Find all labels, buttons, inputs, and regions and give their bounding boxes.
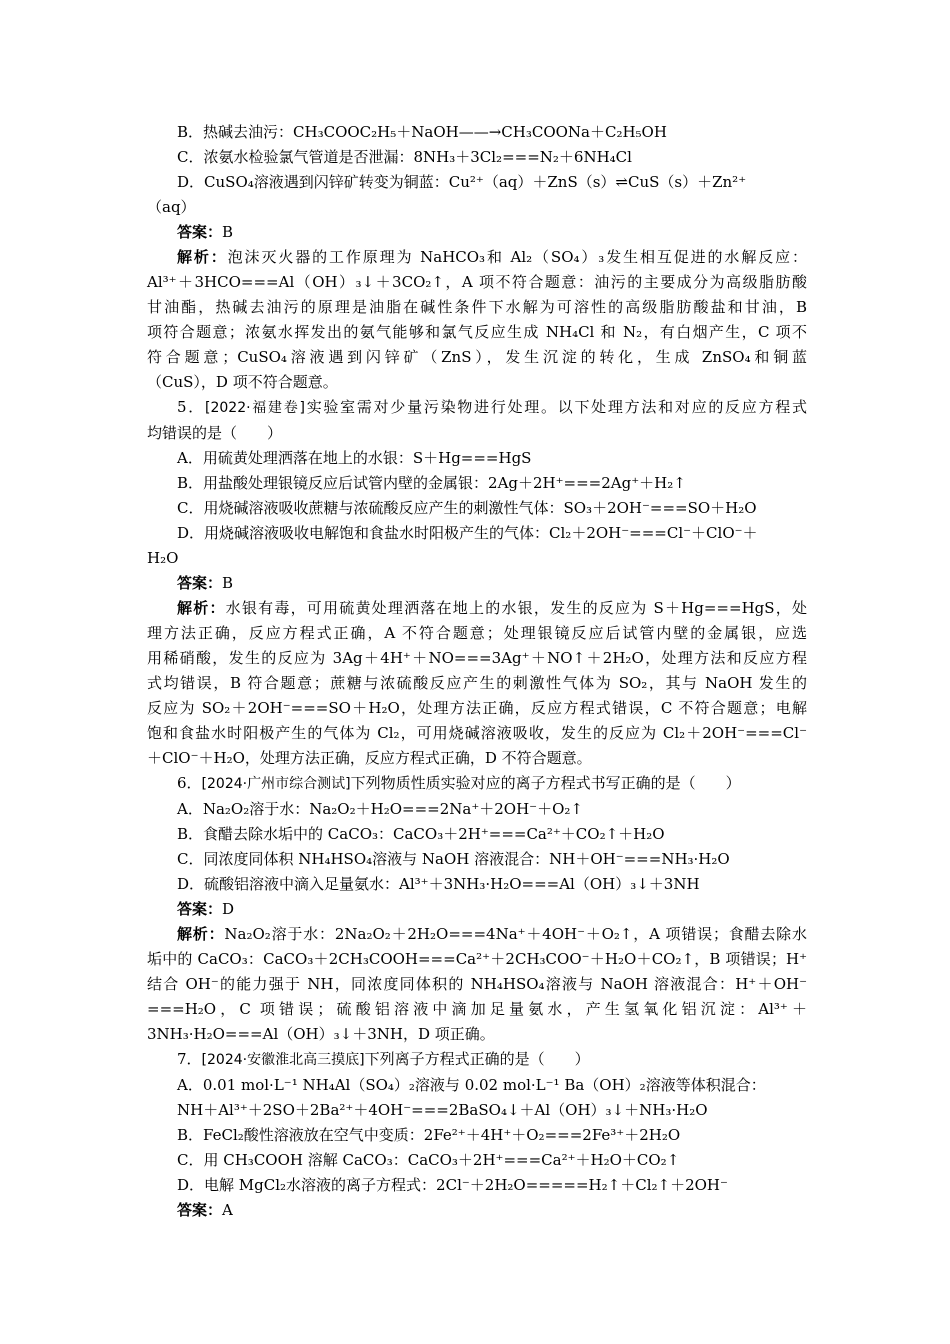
q6-analysis-line: ===H₂O，C 项错误；硫酸铝溶液中滴加足量氨水，产生氢氧化铝沉淀：Al³⁺＋	[147, 1000, 807, 1018]
q6-analysis-line: 3NH₃·H₂O===Al（OH）₃↓＋3NH，D 项正确。	[147, 1025, 495, 1043]
q6-option-a: A．Na₂O₂溶于水：Na₂O₂＋H₂O===2Na⁺＋2OH⁻＋O₂↑	[177, 800, 583, 818]
q4-option-c: C．浓氨水检验氯气管道是否泄漏：8NH₃＋3Cl₂===N₂＋6NH₄Cl	[177, 148, 632, 166]
q4-analysis-line: Al³⁺＋3HCO===Al（OH）₃↓＋3CO₂↑，A 项不符合题意：油污的主要成分为高级脂肪酸	[147, 273, 807, 291]
question-source: [2022·福建卷]	[205, 400, 305, 416]
q7-answer	[147, 1198, 807, 1223]
q5-option-c: C．用烧碱溶液吸收蔗糖与浓硫酸反应产生的刺激性气体：SO₃＋2OH⁻===SO＋H₂O	[177, 499, 757, 517]
q5-stem-continued: 均错误的是（ ）	[147, 424, 283, 442]
q5-analysis-line: 理方法正确，反应方程式正确，A 不符合题意；处理银镜反应后试管内壁的金属银，应选	[147, 624, 807, 642]
q6-option-b: B．食醋去除水垢中的 CaCO₃：CaCO₃＋2H⁺===Ca²⁺＋CO₂↑＋H₂O	[177, 825, 665, 843]
answer-label: 答案：	[177, 574, 223, 592]
q4-analysis-line: 项符合题意；浓氨水挥发出的氨气能够和氯气反应生成 NH₄Cl 和 N₂，有白烟产生，C 项不	[147, 323, 807, 341]
analysis-label: 解析：	[177, 248, 228, 266]
q7-option-c: C．用 CH₃COOH 溶解 CaCO₃：CaCO₃＋2H⁺===Ca²⁺＋H₂O＋CO₂↑	[177, 1151, 680, 1169]
answer-value: D	[222, 900, 235, 918]
q5-option-d-continued: H₂O	[147, 549, 179, 567]
q5-answer	[147, 571, 807, 596]
answer-label: 答案：	[177, 223, 223, 241]
q6-analysis-line: 垢中的 CaCO₃：CaCO₃＋2CH₃COOH===Ca²⁺＋2CH₃COO⁻＋H₂O＋CO₂↑，B 项错误；H⁺	[147, 950, 807, 968]
answer-value: A	[222, 1201, 233, 1219]
q4-analysis-line: 甘油酯，热碱去油污的原理是油脂在碱性条件下水解为可溶性的高级脂肪酸盐和甘油，B	[147, 298, 807, 316]
q7-option-a-equation: NH＋Al³⁺＋2SO＋2Ba²⁺＋4OH⁻===2BaSO₄↓＋Al（OH）₃↓＋NH₃·H₂O	[177, 1101, 708, 1119]
q5-analysis-line: 用稀硝酸，发生的反应为 3Ag＋4H⁺＋NO===3Ag⁺＋NO↑＋2H₂O，处理方法和反应方程	[147, 649, 807, 667]
answer-label: 答案：	[177, 900, 223, 918]
q5-analysis-line: 饱和食盐水时阳极产生的气体为 Cl₂，可用烧碱溶液吸收，发生的反应为 Cl₂＋2OH⁻===Cl⁻	[147, 724, 807, 742]
q4-option-d-continued: （aq）	[147, 198, 196, 216]
question-source: [2024·广州市综合测试]	[201, 776, 351, 792]
q6-answer	[147, 897, 807, 922]
analysis-label: 解析：	[177, 599, 226, 617]
q5-analysis-line: 反应为 SO₂＋2OH⁻===SO＋H₂O，处理方法正确，反应方程式错误，C 不符合题意；电解	[147, 699, 807, 717]
answer-label: 答案：	[177, 1201, 223, 1219]
q4-option-b: B．热碱去油污：CH₃COOC₂H₅＋NaOH——→CH₃COONa＋C₂H₅OH	[177, 123, 667, 141]
analysis-label: 解析：	[177, 925, 225, 943]
answer-value: B	[222, 223, 234, 241]
answer-value: B	[222, 574, 234, 592]
q5-analysis-line: 解析：水银有毒，可用硫黄处理洒落在地上的水银，发生的反应为 S＋Hg===HgS，处	[177, 599, 807, 617]
q6-analysis-line: 结合 OH⁻的能力强于 NH，同浓度同体积的 NH₄HSO₄溶液与 NaOH 溶液混合：H⁺＋OH⁻	[147, 975, 807, 993]
q4-answer	[147, 220, 807, 245]
q5-option-d: D．用烧碱溶液吸收电解饱和食盐水时阳极产生的气体：Cl₂＋2OH⁻===Cl⁻＋ClO⁻＋	[177, 524, 758, 542]
q5-analysis-line: ＋ClO⁻＋H₂O，处理方法正确，反应方程式正确，D 不符合题意。	[147, 749, 592, 767]
q5-stem: 5．[2022·福建卷]实验室需对少量污染物进行处理。以下处理方法和对应的反应方程式	[177, 398, 807, 416]
q7-option-a: A．0.01 mol·L⁻¹ NH₄Al（SO₄）₂溶液与 0.02 mol·L⁻¹ Ba（OH）₂溶液等体积混合：	[177, 1076, 766, 1094]
q5-option-b: B．用盐酸处理银镜反应后试管内壁的金属银：2Ag＋2H⁺===2Ag⁺＋H₂↑	[177, 474, 686, 492]
q5-analysis-line: 式均错误，B 符合题意；蔗糖与浓硫酸反应产生的刺激性气体为 SO₂，其与 NaOH 发生的	[147, 674, 807, 692]
q6-option-d: D．硫酸铝溶液中滴入足量氨水：Al³⁺＋3NH₃·H₂O===Al（OH）₃↓＋3NH	[177, 875, 700, 893]
q4-analysis-line: （CuS），D 项不符合题意。	[147, 373, 338, 391]
q5-option-a: A．用硫黄处理洒落在地上的水银：S＋Hg===HgS	[177, 449, 532, 467]
q7-option-d: D．电解 MgCl₂水溶液的离子方程式：2Cl⁻＋2H₂O=====H₂↑＋Cl₂↑＋2OH⁻	[177, 1176, 728, 1194]
q7-option-b: B．FeCl₂酸性溶液放在空气中变质：2Fe²⁺＋4H⁺＋O₂===2Fe³⁺＋2H₂O	[177, 1126, 681, 1144]
q4-option-d: D．CuSO₄溶液遇到闪锌矿转变为铜蓝：Cu²⁺（aq）＋ZnS（s）⇌CuS（s）＋Zn²⁺	[177, 173, 747, 191]
q4-analysis-line: 解析：泡沫灭火器的工作原理为 NaHCO₃和 Al₂（SO₄）₃发生相互促进的水解反应：	[177, 248, 807, 266]
q4-analysis-line: 符合题意；CuSO₄溶液遇到闪锌矿（ZnS），发生沉淀的转化，生成 ZnSO₄和铜蓝	[147, 348, 807, 366]
q7-stem: 7．[2024·安徽淮北高三摸底]下列离子方程式正确的是（ ）	[177, 1050, 590, 1068]
q6-analysis-line: 解析：Na₂O₂溶于水：2Na₂O₂＋2H₂O===4Na⁺＋4OH⁻＋O₂↑，A 项错误；食醋去除水	[177, 925, 807, 943]
q6-stem: 6．[2024·广州市综合测试]下列物质性质实验对应的离子方程式书写正确的是（ ）	[177, 774, 741, 792]
question-source: [2024·安徽淮北高三摸底]	[201, 1052, 365, 1068]
document-page	[147, 120, 807, 1223]
q6-option-c: C．同浓度同体积 NH₄HSO₄溶液与 NaOH 溶液混合：NH＋OH⁻===NH₃·H₂O	[177, 850, 730, 868]
